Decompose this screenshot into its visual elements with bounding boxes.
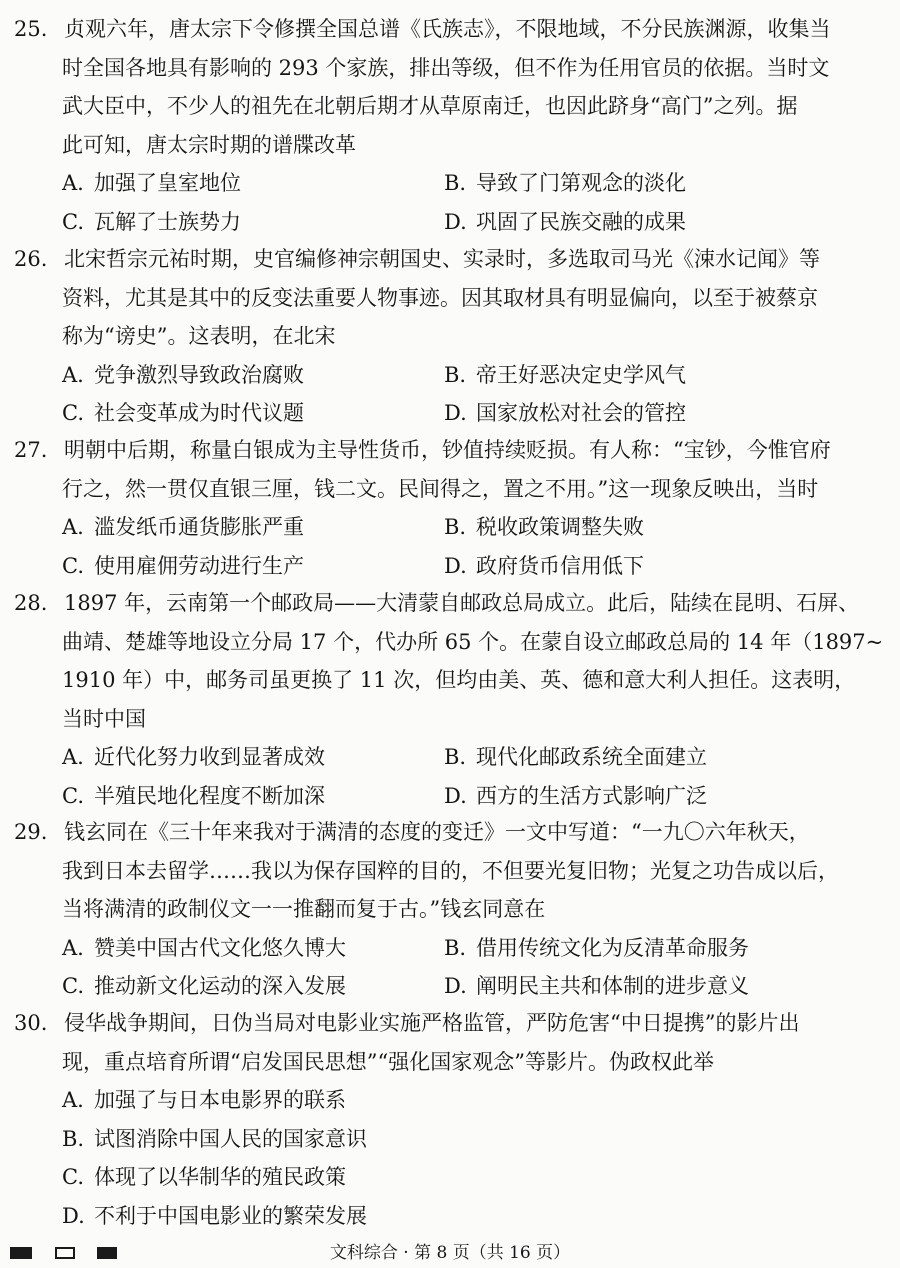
option-c[interactable]: C. 体现了以华制华的殖民政策 <box>62 1165 346 1189</box>
question-26 <box>14 240 890 433</box>
question-number: 27. <box>14 438 48 462</box>
option-d[interactable]: D. 西方的生活方式影响广泛 <box>444 783 707 808</box>
question-number: 30. <box>14 1011 48 1035</box>
option-a[interactable]: A. 加强了皇室地位 <box>62 171 241 195</box>
option-d[interactable]: D. 不利于中国电影业的繁荣发展 <box>62 1203 367 1228</box>
option-b[interactable]: B. 帝王好恶决定史学风气 <box>444 362 686 387</box>
question-stem: 28. 1897 年，云南第一个邮政局——大清蒙自邮政总局成立。此后，陆续在昆明、石屏、 曲靖、楚雄等地设立分局 17 个，代办所 65 个。在蒙自设立邮政总局的 14 年（1897~ 1910 年）中，邮务司虽更换了 11 次，但均由美、英、德和意大利人担任。这表明， 当时中国 <box>14 584 890 738</box>
options <box>14 929 890 1006</box>
options <box>14 508 890 585</box>
question-stem: 26. 北宋哲宗元祐时期，史官编修神宗朝国史、实录时，多选取司马光《涑水记闻》等 资料，尤其是其中的反变法重要人物事迹。因其取材具有明显偏向，以至于被蔡京 称为“谤史”。这表明，在北宋 <box>14 240 890 356</box>
question-stem: 25. 贞观六年，唐太宗下令修撰全国总谱《氏族志》，不限地域，不分民族渊源，收集当 时全国各地具有影响的 293 个家族，排出等级，但不作为任用官员的依据。当时文 武大臣中，不少人的祖先在北朝后期才从草原南迁，也因此跻身“高门”之列。据 此可知，唐太宗时期的谱牒改革 <box>14 10 890 164</box>
question-30 <box>14 1004 890 1235</box>
option-b[interactable]: B. 借用传统文化为反清革命服务 <box>444 935 749 960</box>
option-d[interactable]: D. 国家放松对社会的管控 <box>444 401 686 425</box>
option-a[interactable]: A. 赞美中国古代文化悠久博大 <box>62 935 346 960</box>
question-28 <box>14 584 890 815</box>
question-number: 26. <box>14 247 48 271</box>
option-c[interactable]: C. 推动新文化运动的深入发展 <box>62 974 346 998</box>
option-a[interactable]: A. 近代化努力收到显著成效 <box>62 745 325 769</box>
question-27 <box>14 431 890 585</box>
option-b[interactable]: B. 导致了门第观念的淡化 <box>444 171 686 195</box>
option-d[interactable]: D. 政府货币信用低下 <box>444 553 644 578</box>
option-c[interactable]: C. 社会变革成为时代议题 <box>62 401 304 425</box>
option-c[interactable]: C. 瓦解了士族势力 <box>62 209 241 234</box>
option-c[interactable]: C. 使用雇佣劳动进行生产 <box>62 553 304 578</box>
option-c[interactable]: C. 半殖民地化程度不断加深 <box>62 783 325 808</box>
options <box>14 356 890 433</box>
page-footer <box>0 1240 900 1268</box>
question-stem: 29. 钱玄同在《三十年来我对于满清的态度的变迁》一文中写道：“一九〇六年秋天， 我到日本去留学……我以为保存国粹的目的，不但要光复旧物；光复之功告成以后， 当将满清的政制仪文一一推翻而复于古。”钱玄同意在 <box>14 813 890 929</box>
option-a[interactable]: A. 滥发纸币通货膨胀严重 <box>62 515 304 539</box>
question-stem: 27. 明朝中后期，称量白银成为主导性货币，钞值持续贬损。有人称：“宝钞，今惟官府 行之，然一贯仅直银三厘，钱二文。民间得之，置之不用。”这一现象反映出，当时 <box>14 431 890 508</box>
option-a[interactable]: A. 加强了与日本电影界的联系 <box>62 1088 346 1112</box>
option-b[interactable]: B. 现代化邮政系统全面建立 <box>444 745 707 769</box>
question-25 <box>14 10 890 241</box>
question-stem: 30. 侵华战争期间，日伪当局对电影业实施严格监管，严防危害“中日提携”的影片出 现，重点培育所谓“启发国民思想”“强化国家观念”等影片。伪政权此举 <box>14 1004 890 1081</box>
question-number: 28. <box>14 591 48 615</box>
option-b[interactable]: B. 试图消除中国人民的国家意识 <box>62 1126 367 1151</box>
question-number: 29. <box>14 820 48 844</box>
options <box>14 164 890 241</box>
options <box>14 738 890 815</box>
question-29 <box>14 813 890 1006</box>
question-number: 25. <box>14 17 48 41</box>
options <box>14 1081 890 1235</box>
option-d[interactable]: D. 阐明民主共和体制的进步意义 <box>444 974 749 998</box>
option-d[interactable]: D. 巩固了民族交融的成果 <box>444 209 686 234</box>
page-number: 文科综合 · 第 8 页（共 16 页） <box>329 1243 571 1263</box>
option-a[interactable]: A. 党争激烈导致政治腐败 <box>62 362 304 387</box>
option-b[interactable]: B. 税收政策调整失败 <box>444 515 644 539</box>
